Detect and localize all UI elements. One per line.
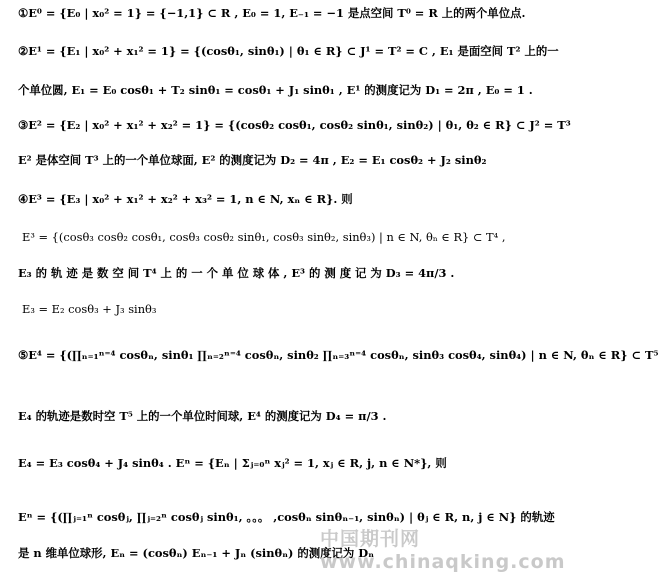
item-5-definition: ⑤E⁴ = {(∏ₙ₌₁ⁿ⁼⁴ cosθₙ, sinθ₁ ∏ₙ₌₂ⁿ⁼⁴ cosθₙ, sinθ₂ ∏ₙ₌₃ⁿ⁼⁴ cosθₙ, sinθ₃ cosθ₄, sinθ₄) | n ∈ N, θₙ ∈ R} ⊂ T⁵ bbox=[18, 348, 659, 362]
item-5-description: E₄ 的轨迹是数时空 T⁵ 上的一个单位时间球, E⁴ 的测度记为 D₄ = π/3 . bbox=[18, 409, 387, 423]
item-4-definition: ④E³ = {E₃ | x₀² + x₁² + x₂² + x₃² = 1, n ∈ N, xₙ ∈ R}. 则 bbox=[18, 192, 353, 206]
item-1-zero-sphere: ①E⁰ = {E₀ | x₀² = 1} = {−1,1} ⊂ R , E₀ = 1, E₋₁ = −1 是点空间 T⁰ = R 上的两个单位点. bbox=[18, 6, 526, 20]
item-4-recurrence: E₃ = E₂ cosθ₃ + J₃ sinθ₃ bbox=[22, 302, 157, 316]
general-n-conclusion: 是 n 维单位球形, Eₙ = (cosθₙ) Eₙ₋₁ + Jₙ (sinθₙ) 的测度记为 Dₙ bbox=[18, 546, 375, 560]
item-2-unit-circle: ②E¹ = {E₁ | x₀² + x₁² = 1} = {(cosθ₁, sinθ₁) | θ₁ ∈ R} ⊂ J¹ = T² = C , E₁ 是面空间 T² 上的一 bbox=[18, 44, 559, 58]
item-4-description: E₃ 的 轨 迹 是 数 空 间 T⁴ 上 的 一 个 单 位 球 体 , E³ 的 测 度 记 为 D₃ = 4π/3 . bbox=[18, 266, 455, 280]
item-3-unit-sphere: ③E² = {E₂ | x₀² + x₁² + x₂² = 1} = {(cosθ₂ cosθ₁, cosθ₂ sinθ₁, sinθ₂) | θ₁, θ₂ ∈ R} ⊂ J² = T³ bbox=[18, 118, 571, 132]
item-4-set-expression: E³ = {(cosθ₃ cosθ₂ cosθ₁, cosθ₃ cosθ₂ sinθ₁, cosθ₃ sinθ₂, sinθ₃) | n ∈ N, θₙ ∈ R} ⊂ T⁴ , bbox=[22, 230, 506, 244]
watermark: 中国期刊网 www.chinaqking.com bbox=[320, 528, 566, 573]
item-3-continuation: E² 是体空间 T³ 上的一个单位球面, E² 的测度记为 D₂ = 4π , E₂ = E₁ cosθ₂ + J₂ sinθ₂ bbox=[18, 153, 487, 167]
general-n-set-expression: Eⁿ = {(∏ⱼ₌₁ⁿ cosθⱼ, ∏ⱼ₌₂ⁿ cosθⱼ sinθ₁, 。。。 ,cosθₙ sinθₙ₋₁, sinθₙ) | θⱼ ∈ R, n, j ∈ N} 的轨迹 bbox=[18, 510, 555, 524]
item-2-continuation: 个单位圆, E₁ = E₀ cosθ₁ + T₂ sinθ₁ = cosθ₁ + J₁ sinθ₁ , E¹ 的测度记为 D₁ = 2π , E₀ = 1 . bbox=[18, 83, 533, 97]
general-n-definition: E₄ = E₃ cosθ₄ + J₄ sinθ₄ . Eⁿ = {Eₙ | Σⱼ₌₀ⁿ xⱼ² = 1, xⱼ ∈ R, j, n ∈ N*}, 则 bbox=[18, 456, 447, 470]
